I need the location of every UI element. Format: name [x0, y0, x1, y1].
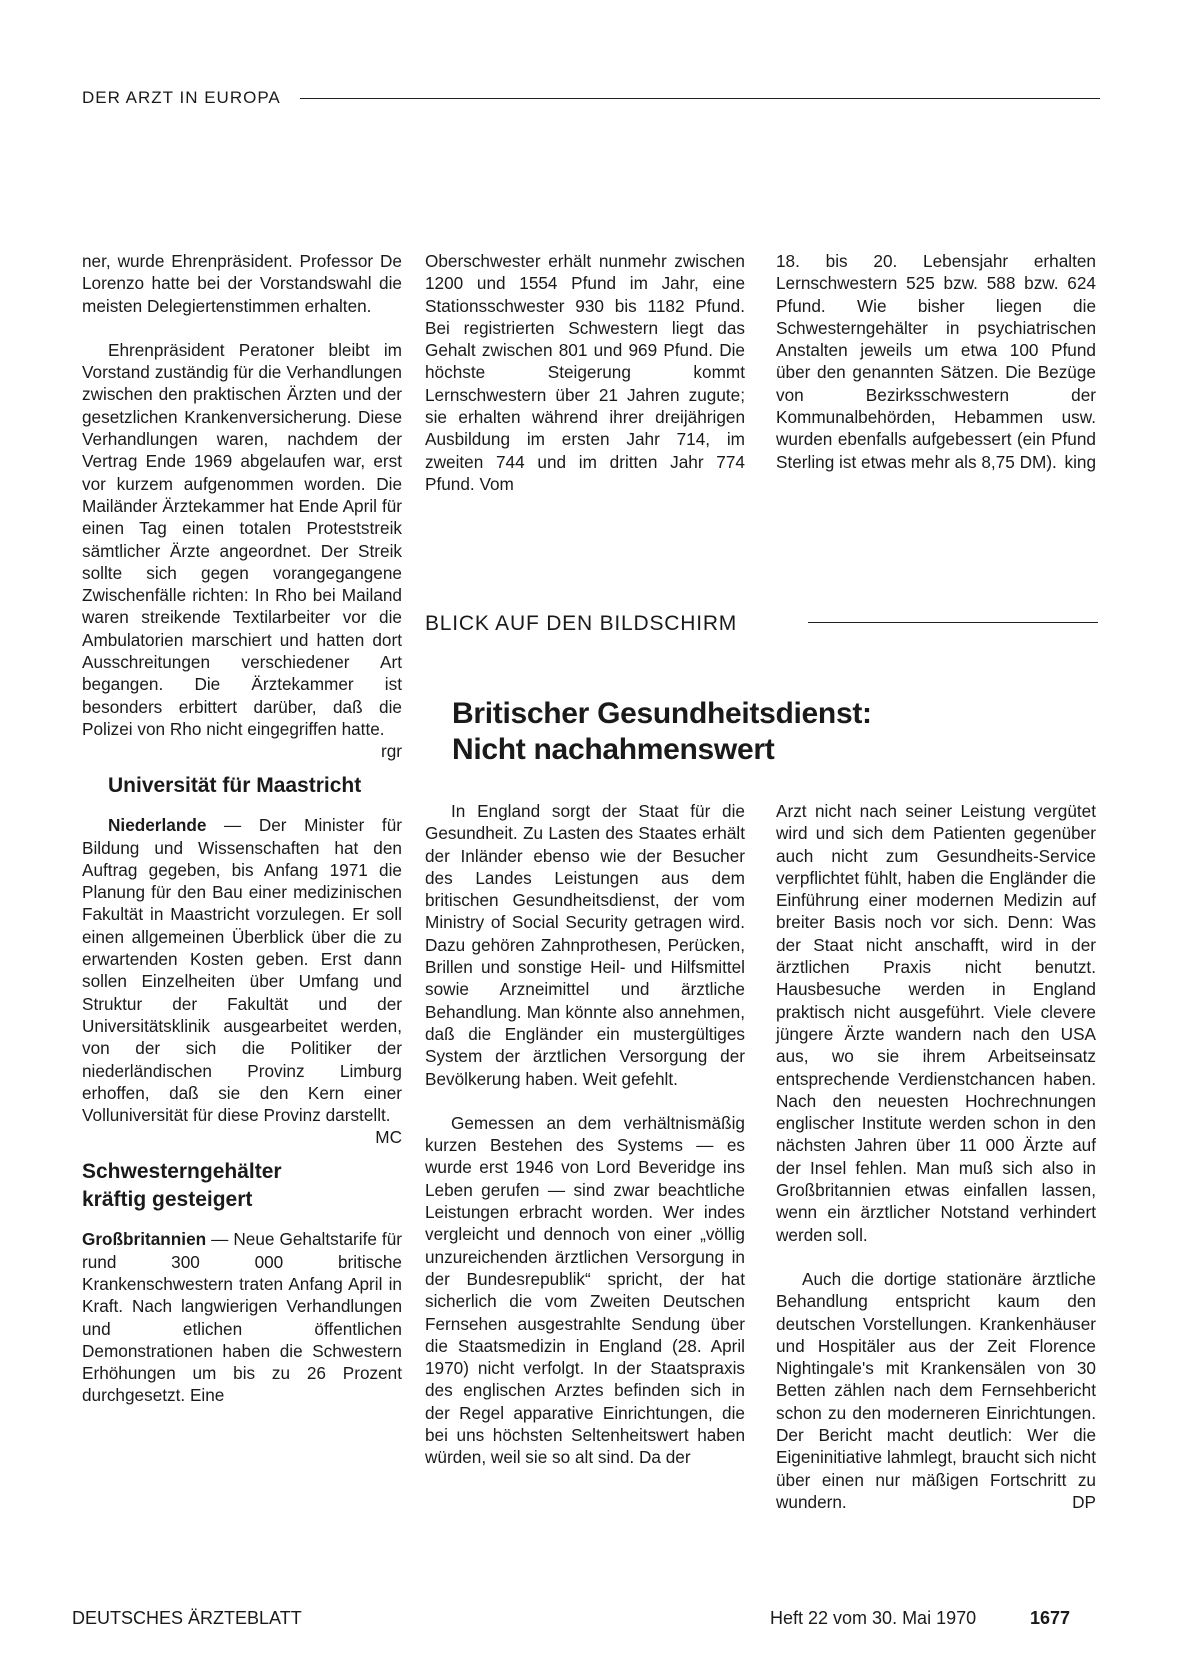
col1-paragraph-2-text: Ehrenpräsident Peratoner bleibt im Vorstand zuständig für die Verhandlungen zwischen den praktischen Ärzten und der gesetzlichen Krankenversicherung. Diese Verhandlungen waren, nachdem der Vertrag Ende 1969 abgelaufen war, erst vor kurzem aufgenommen worden. Die Mailänder Ärztekammer hat Ende April für einen Tag einen totalen Proteststreik sämtlicher Ärzte angeordnet. Der Streik sollte sich gegen vorangegangene Zwischenfälle richten: In Rho bei Mailand waren streikende Textilarbeiter vor die Ambulatorien marschiert und hatten dort Ausschreitungen verschiedener Art begangen. Die Ärztekammer ist besonders erbittert darüber, daß die Polizei von Rho nicht eingegriffen hatte.	[82, 339, 402, 739]
col1-paragraph-1: ner, wurde Ehrenpräsident. Professor De Lorenzo hatte bei der Vorstandswahl die meisten Delegiertenstimmen erhalten.	[82, 251, 402, 316]
column-2-top	[425, 250, 745, 495]
headline-line-2: kräftig gesteigert	[82, 1188, 253, 1212]
col2-bottom-paragraph-1: In England sorgt der Staat für die Gesundheit. Zu Lasten des Staates erhält der Inländer ebenso wie der Besucher des Landes Leistungen aus dem britischen Gesundheitsdienst, der vom Ministry of Social Security getragen wird. Dazu gehören Zahnprothesen, Perücken, Brillen und sonstige Heil- und Hilfsmittel sowie Arzneimittel und ärztliche Behandlung. Man könnte also annehmen, daß die Engländer ein mustergültiges System der ärztlichen Versorgung der Bevölkerung haben. Weit gefehlt.	[425, 801, 745, 1089]
author-sign-rgr: rgr	[380, 741, 402, 762]
col1-paragraph-4-text: — Neue Gehaltstarife für rund 300 000 britische Krankenschwestern traten Anfang April in Kraft. Nach langwierigen Verhandlungen und etlichen öffentlichen Demonstrationen haben die Schwestern Erhöhungen um bis zu 26 Prozent durchgesetzt. Eine	[82, 1229, 402, 1406]
col2-bottom-paragraph-2: Gemessen an dem verhältnismäßig kurzen Bestehen des Systems — es wurde erst 1946 von Lord Beveridge ins Leben gerufen — sind zwar beachtliche Leistungen erbracht worden. Wer indes vergleicht und dennoch von einer „völlig unzureichenden ärztlichen Versorgung in der Bundesrepublik“ spricht, der hat sicherlich die vom Zweiten Deutschen Fernsehen ausgestrahlte Sendung über die Staatsmedizin in England (28. April 1970) nicht verfolgt. In der Staatspraxis des englischen Arztes befinden sich in der Regel apparative Einrichtungen, die bei uns höchsten Seltenheitswert haben würden, weil sie so alt sind. Da der	[425, 1112, 745, 1468]
col3-top-paragraph	[776, 250, 1096, 473]
col1-lead-niederlande: Niederlande	[108, 815, 207, 836]
header-rule	[300, 98, 1100, 99]
col3-top-paragraph-text: 18. bis 20. Lebensjahr erhalten Lernschwestern 525 bzw. 588 bzw. 624 Pfund. Wie bisher liegen die Schwesterngehälter in psychiatrischen Anstalten jeweils um etwa 100 Pfund über den genannten Sätzen. Die Bezüge von Bezirksschwestern der Kommunalbehörden, Hebammen usw. wurden ebenfalls aufgebessert (ein Pfund Sterling ist etwas mehr als 8,75 DM).	[776, 251, 1096, 472]
section-rubric-bildschirm: BLICK AUF DEN BILDSCHIRM	[425, 612, 738, 635]
footer-issue: Heft 22 vom 30. Mai 1970	[770, 1608, 977, 1628]
article-headline-schwesterngehaelter	[82, 1158, 402, 1214]
col3-bottom-paragraph-2	[776, 1268, 1096, 1513]
footer-page-number: 1677	[1030, 1608, 1071, 1628]
col1-lead-grossbritannien: Großbritannien	[82, 1229, 207, 1250]
author-sign-king: king	[1064, 451, 1096, 472]
section-rubric-header: DER ARZT IN EUROPA	[82, 88, 281, 107]
footer-journal-name: DEUTSCHES ÄRZTEBLATT	[72, 1608, 302, 1628]
column-3-top	[776, 250, 1096, 473]
author-sign-mc: MC	[375, 1127, 402, 1148]
col3-bottom-paragraph-2-text: Auch die dortige stationäre ärztliche Behandlung entspricht kaum den deutschen Vorstellungen. Krankenhäuser und Hospitäler aus der Zeit Florence Nightingale's mit Krankensälen von 30 Betten zählen nach dem Fernsehbericht schon zu den moderneren Einrichtungen. Der Bericht macht deutlich: Wer die Eigeninitiative lahmlegt, braucht sich nicht über einen nur mäßigen Fortschritt zu wundern.	[776, 1268, 1096, 1512]
main-headline	[452, 696, 1072, 768]
column-3-bottom	[776, 800, 1096, 1513]
headline-line-2: Nicht nachahmenswert	[452, 733, 775, 766]
col1-paragraph-3	[82, 814, 402, 1148]
col1-paragraph-4	[82, 1228, 402, 1406]
col3-bottom-paragraph-1: Arzt nicht nach seiner Leistung vergütet wird und sich dem Patienten gegenüber auch nicht zum Gesundheits-Service verpflichtet fühlt, haben die Engländer die Einführung einer modernen Medizin auf breiter Basis noch vor sich. Denn: Was der Staat nicht anschafft, wird in der ärztlichen Praxis nicht benutzt. Hausbesuche werden in England praktisch nicht ausgeführt. Viele clevere jüngere Ärzte wandern nach den USA aus, wo sie ihrem Arbeitseinsatz entsprechende Verdienstchancen haben. Nach den neuesten Hochrechnungen englischer Institute werden schon in den nächsten Jahren über 11 000 Ärzte auf der Insel fehlen. Man muß sich also in Großbritannien etwas einfallen lassen, wenn ein ärztlicher Notstand verhindert werden soll.	[776, 801, 1096, 1245]
column-1	[82, 250, 402, 1407]
section-rule	[808, 622, 1098, 623]
column-2-bottom	[425, 800, 745, 1469]
col2-top-paragraph: Oberschwester erhält nunmehr zwischen 1200 und 1554 Pfund im Jahr, eine Stationsschwester 930 bis 1182 Pfund. Bei registrierten Schwestern liegt das Gehalt zwischen 801 und 969 Pfund. Die höchste Steigerung kommt Lernschwestern über 21 Jahren zugute; sie erhalten während ihrer dreijährigen Ausbildung im ersten Jahr 714, im zweiten 744 und im dritten Jahr 774 Pfund. Vom	[425, 251, 745, 494]
col1-paragraph-2	[82, 339, 402, 762]
article-headline-maastricht: Universität für Maastricht	[108, 774, 362, 798]
headline-line-1: Schwesterngehälter	[82, 1160, 282, 1184]
headline-line-1: Britischer Gesundheitsdienst:	[452, 697, 872, 730]
col1-paragraph-3-text: — Der Minister für Bildung und Wissenschaften hat den Auftrag gegeben, bis Anfang 1971 die Planung für den Bau einer medizinischen Fakultät in Maastricht vorzulegen. Er soll einen allgemeinen Überblick über die zu erwartenden Kosten geben. Erst dann sollen Einzelheiten über Umfang und Struktur der Fakultät und der Universitätsklinik ausgearbeitet werden, von der sich die Politiker der niederländischen Provinz Limburg erhoffen, daß sie den Kern einer Volluniversität für diese Provinz darstellt.	[82, 815, 402, 1126]
author-sign-dp: DP	[1072, 1491, 1096, 1512]
